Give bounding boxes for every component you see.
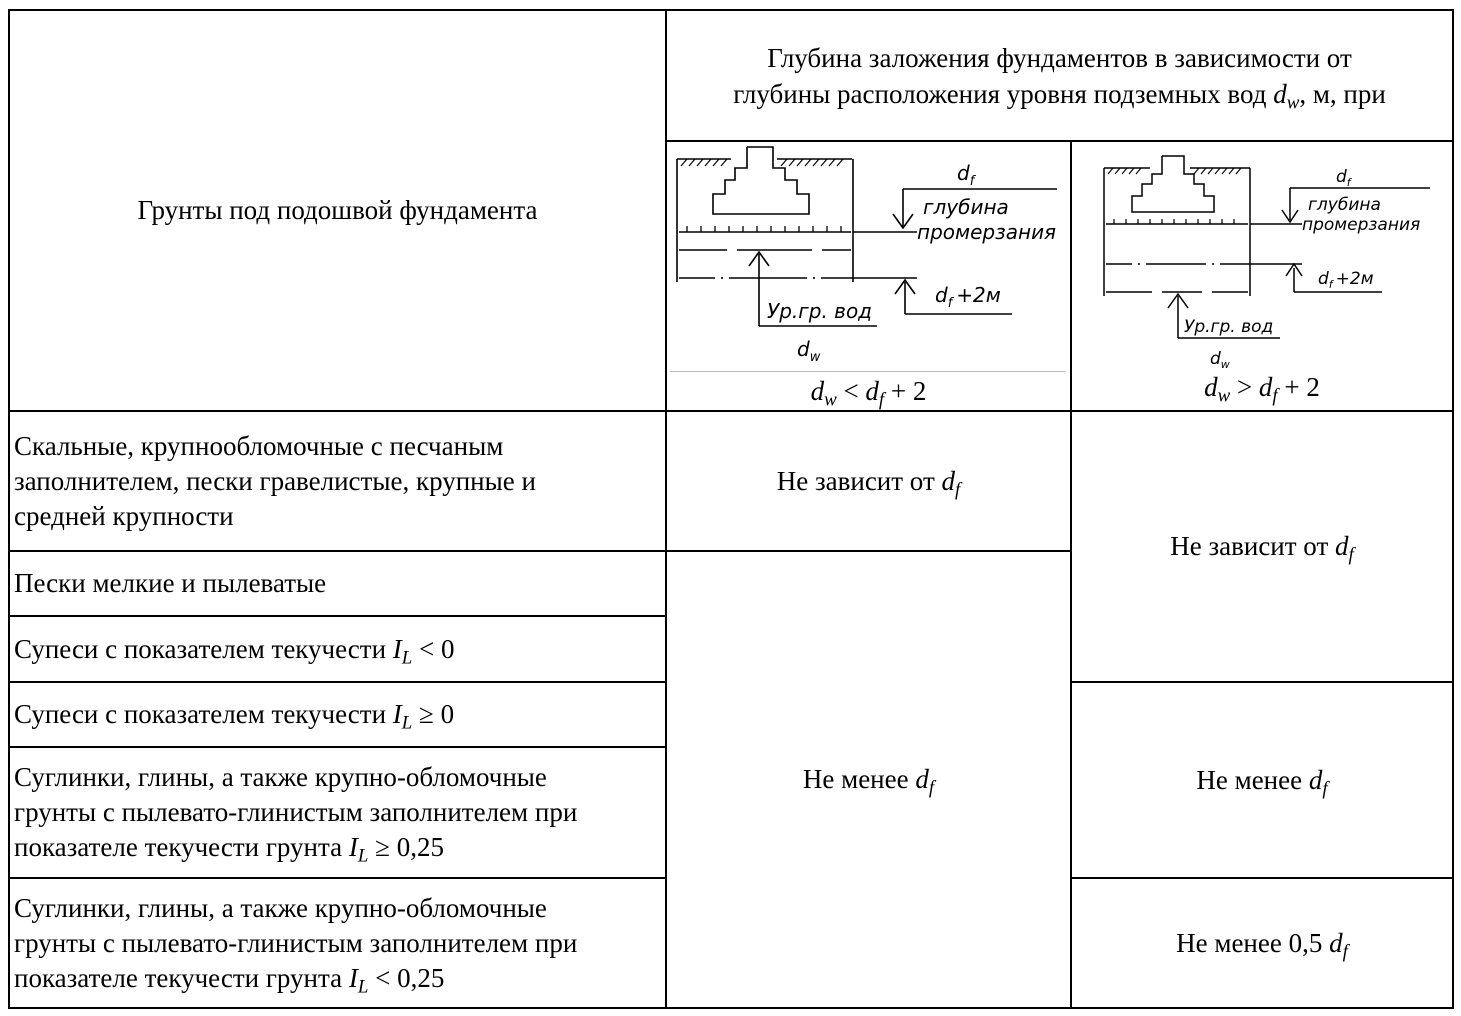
label-frost-1: глубина xyxy=(1308,195,1381,215)
header-depth-line1: Глубина заложения фундаментов в зависимости от xyxy=(767,42,1352,73)
grid-line xyxy=(1452,9,1454,1009)
label-frost-1: глубина xyxy=(923,195,1009,219)
label-groundwater: Ур.гр. вод xyxy=(767,299,873,323)
condition-deep: $d_w > d_f + 2$ xyxy=(1204,371,1320,407)
value-deep-sands: Не зависит от $d_f$ xyxy=(1170,531,1354,566)
soil-row-fine-sand: Пески мелкие и пылеватые xyxy=(14,568,327,598)
header-depth-title xyxy=(667,11,1452,140)
condition-shallow: $d_w < d_f + 2$ xyxy=(810,375,927,411)
label-df-plus-2m: $d_f +2м$ xyxy=(935,283,1001,311)
header-soil-column xyxy=(10,11,665,410)
label-frost-2: промерзания xyxy=(917,220,1057,244)
soil-row-sandy-loam-lt0: Супеси с показателем текучести $I_L < 0$ xyxy=(14,633,455,669)
soil-row-sandy-loam-ge0: Супеси с показателем текучести $I_L \ge 0$ xyxy=(14,699,455,734)
label-dw: $d_w$ xyxy=(797,337,821,365)
value-shallow-rocky: Не зависит от $d_f$ xyxy=(776,465,961,501)
header-soil-label: Грунты под подошвой фундамента xyxy=(137,195,538,225)
label-df: $d_f$ xyxy=(957,161,975,189)
foundation-diagram-shallow-water xyxy=(667,142,1069,372)
grid-line xyxy=(8,1007,1454,1009)
label-df: $d_f$ xyxy=(1336,167,1351,189)
label-df-plus-2m: $d_f +2м$ xyxy=(1318,269,1374,291)
label-frost-2: промерзания xyxy=(1302,215,1421,235)
foundation-diagram-deep-water xyxy=(1072,142,1452,372)
value-deep-clay: Не менее 0,5 $d_f$ xyxy=(1176,927,1348,963)
label-dw: $d_w$ xyxy=(1210,349,1230,371)
value-shallow-others: Не менее $d_f$ xyxy=(802,764,935,799)
header-depth-line2: глубины расположения уровня подземных вод $d_w$, м, при xyxy=(733,78,1386,114)
soil-row-clay-lt025: Суглинки, глины, а также крупно-обломочные грунты с пылевато-глинистым заполнителем при показателе текучести грунта $I_L < 0,25$ xyxy=(14,892,578,998)
soil-row-rocky: Скальные, крупнообломочные с песчаным заполнителем, пески гравелистые, крупные и средней крупности xyxy=(14,430,536,531)
label-groundwater: Ур.гр. вод xyxy=(1184,317,1274,337)
soil-row-clay-ge025: Суглинки, глины, а также крупно-обломочные грунты с пылевато-глинистым заполнителем при показателе текучести грунта $I_L \ge 0,25$ xyxy=(14,762,578,867)
value-deep-loams: Не менее $d_f$ xyxy=(1196,764,1328,800)
